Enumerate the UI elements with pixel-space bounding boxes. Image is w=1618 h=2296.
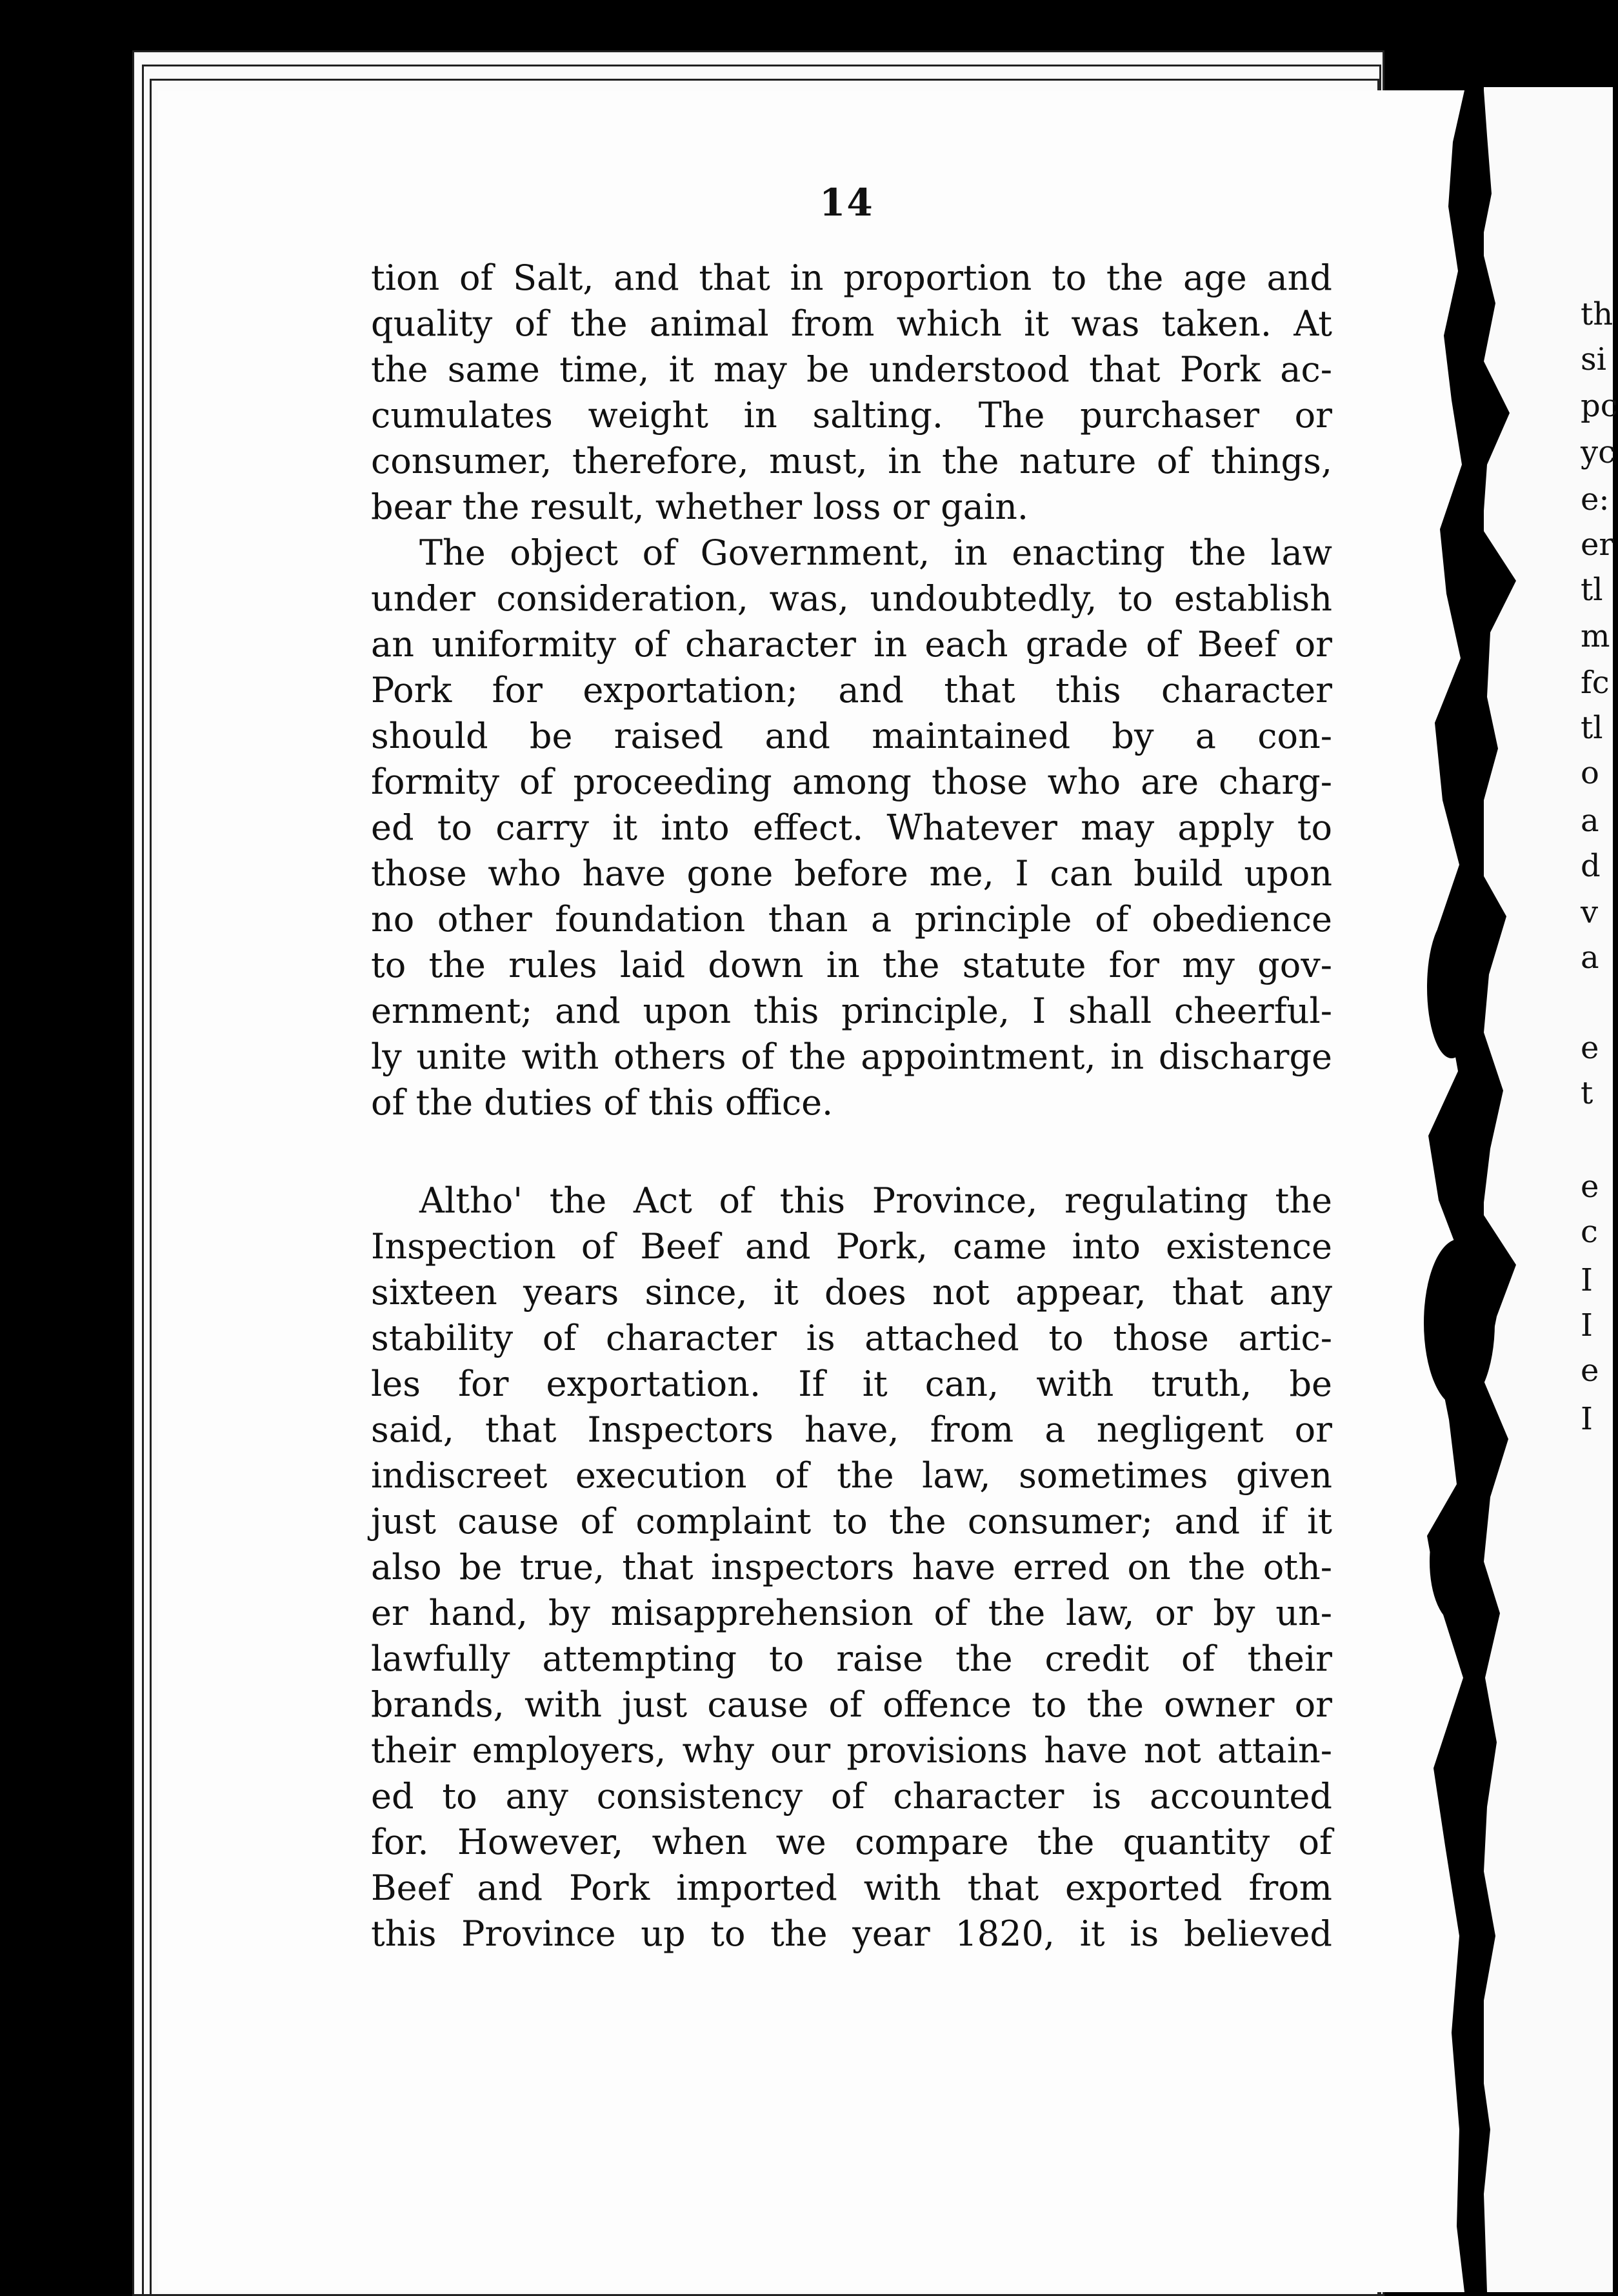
text-line: les for exportation. If it can, with truth, be — [371, 1364, 1332, 1404]
fragment-text: er — [1581, 527, 1614, 563]
text-line: formity of proceeding among those who are charg- — [371, 761, 1332, 802]
fragment-text: yc — [1581, 434, 1615, 470]
text-line: also be true, that inspectors have erred on the oth- — [371, 1547, 1332, 1587]
text-line: er hand, by misapprehension of the law, or by un- — [371, 1593, 1332, 1633]
text-line: an uniformity of character in each grade of Beef or — [371, 624, 1332, 665]
text-line: ed to any consistency of character is accounted — [371, 1776, 1332, 1817]
fragment-text: m — [1581, 618, 1610, 654]
fragment-text: tl — [1581, 572, 1603, 608]
fragment-text: c — [1581, 1214, 1598, 1250]
fragment-text: e — [1581, 1169, 1599, 1205]
text-line: just cause of complaint to the consumer; and if it — [371, 1501, 1332, 1542]
page-number: 14 — [819, 181, 874, 225]
text-line: said, that Inspectors have, from a negligent or — [371, 1409, 1332, 1450]
text-line: of the duties of this office. — [371, 1082, 834, 1123]
fragment-text: I — [1581, 1307, 1593, 1344]
paragraph-block — [371, 1178, 1332, 1957]
fragment-text: fc — [1581, 665, 1610, 701]
text-line: ly unite with others of the appointment, in discharge — [371, 1036, 1332, 1077]
text-line: Inspection of Beef and Pork, came into existence — [371, 1226, 1332, 1267]
text-line: under consideration, was, undoubtedly, to establish — [371, 578, 1332, 619]
fragment-text: o — [1581, 755, 1599, 791]
text-line: lawfully attempting to raise the credit of their — [371, 1638, 1332, 1679]
fragment-text: th — [1581, 296, 1613, 332]
text-line: tion of Salt, and that in proportion to the age and — [371, 257, 1332, 298]
fragment-text: pc — [1581, 388, 1618, 424]
text-line: brands, with just cause of offence to the owner or — [371, 1684, 1332, 1725]
text-line: those who have gone before me, I can build upon — [371, 853, 1332, 894]
text-line: stability of character is attached to those artic- — [371, 1318, 1332, 1358]
text-line: this Province up to the year 1820, it is believed — [371, 1913, 1332, 1954]
text-line: indiscreet execution of the law, sometimes given — [371, 1455, 1332, 1496]
text-line: for. However, when we compare the quantity of — [371, 1822, 1332, 1862]
text-line: cumulates weight in salting. The purchaser or — [371, 395, 1332, 436]
paragraph-block — [371, 255, 1332, 1125]
fragment-text: e — [1581, 1030, 1599, 1066]
text-line: quality of the animal from which it was taken. At — [371, 303, 1332, 344]
fragment-text: a — [1581, 940, 1599, 976]
fragment-text: I — [1581, 1262, 1593, 1298]
text-line: Altho' the Act of this Province, regulating the — [419, 1180, 1332, 1221]
text-line: Pork for exportation; and that this character — [371, 670, 1332, 710]
fragment-text: tl — [1581, 710, 1603, 746]
text-line: bear the result, whether loss or gain. — [371, 487, 1029, 527]
text-line: to the rules laid down in the statute for my gov- — [371, 945, 1332, 985]
text-line: ernment; and upon this principle, I shall cheerful- — [371, 991, 1332, 1031]
text-line: the same time, it may be understood that Pork ac- — [371, 349, 1332, 390]
text-line: consumer, therefore, must, in the nature of things, — [371, 441, 1332, 481]
text-line: sixteen years since, it does not appear, that any — [371, 1272, 1332, 1313]
fragment-text: e — [1581, 1353, 1599, 1389]
fragment-text: a — [1581, 803, 1599, 839]
text-line: Beef and Pork imported with that exported from — [371, 1868, 1332, 1908]
fragment-text: t — [1581, 1075, 1593, 1111]
fragment-text: I — [1581, 1401, 1593, 1437]
fragment-text: e: — [1581, 481, 1610, 518]
fragment-text: v — [1581, 894, 1599, 931]
text-line: no other foundation than a principle of obedience — [371, 899, 1332, 940]
text-line: should be raised and maintained by a con- — [371, 716, 1332, 756]
text-line: their employers, why our provisions have not attain- — [371, 1730, 1332, 1771]
text-line: ed to carry it into effect. Whatever may apply to — [371, 807, 1332, 848]
text-line: The object of Government, in enacting the law — [419, 532, 1332, 573]
fragment-text: si — [1581, 341, 1606, 378]
fragment-text: d — [1581, 848, 1601, 884]
